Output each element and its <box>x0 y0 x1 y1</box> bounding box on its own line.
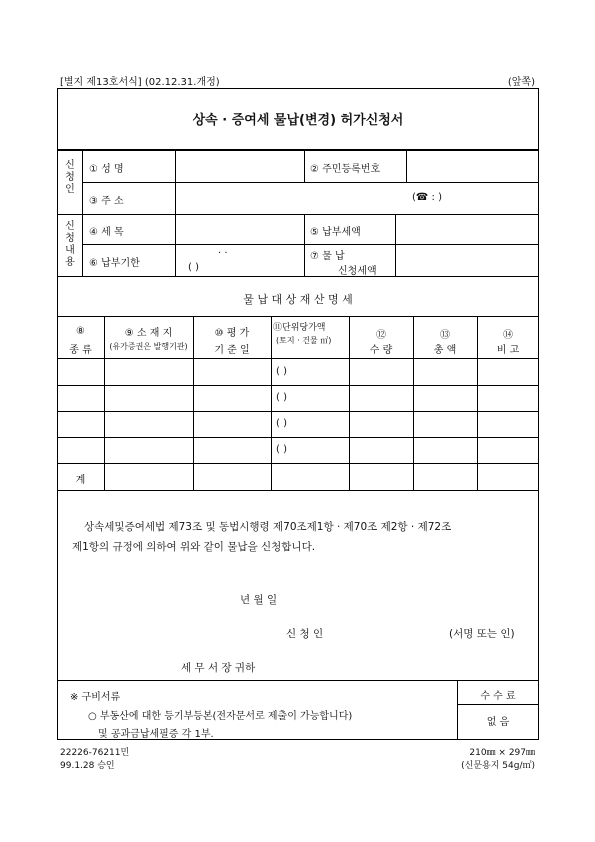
footer-approval: 99.1.28 승인 <box>60 761 115 771</box>
request-section-char: 신 <box>65 221 75 232</box>
tax-item-label: ④ 세 목 <box>89 227 124 238</box>
footer-code: 22226-76211민 <box>60 748 130 758</box>
footer-paper: (신문용지 54g/㎡) <box>461 761 535 771</box>
rrn-label: ② 주민등록번호 <box>310 164 381 175</box>
inkind-label-2: 신청세액 <box>338 266 377 277</box>
col-quantity-num: ⑫ <box>376 330 386 341</box>
col-unit-price-label: (토지 · 건물 ㎡) <box>276 336 332 345</box>
total-row-label: 계 <box>75 475 86 486</box>
fee-value: 없 음 <box>486 717 510 728</box>
due-date-dots: · · <box>218 248 228 259</box>
rrn-field[interactable] <box>407 151 538 181</box>
applicant-section-char: 신 <box>65 160 75 171</box>
applicant-section-char: 인 <box>65 184 75 195</box>
footer-size: 210㎜ × 297㎜ <box>469 748 535 758</box>
phone-label: (☎ : ) <box>412 192 442 203</box>
request-section-label <box>63 221 77 269</box>
col-location-num: ⑨ 소 재 지 <box>124 328 173 339</box>
sign-note: (서명 또는 인) <box>449 628 515 640</box>
col-unit-price-num: ⑪단위당가액 <box>273 323 326 333</box>
applicant-sign-label: 신 청 인 <box>286 628 324 640</box>
property-statement-title: 물 납 대 상 재 산 명 세 <box>243 293 353 306</box>
page-side-label: (앞쪽) <box>507 77 535 88</box>
applicant-section-char: 청 <box>65 172 75 183</box>
unit-price-paren: ( ) <box>276 366 287 377</box>
form-title: 상속 · 증여세 물납(변경) 허가신청서 <box>57 88 539 150</box>
col-total-num: ⑬ <box>440 330 450 341</box>
name-field[interactable] <box>176 151 303 181</box>
attachments-item-1: ○ 부동산에 대한 등기부등본(전자문서로 제출이 가능합니다) <box>88 711 353 722</box>
unit-price-paren: ( ) <box>276 444 287 455</box>
address-field[interactable] <box>176 183 538 213</box>
table-row[interactable] <box>58 386 538 410</box>
due-date-paren: ( ) <box>188 262 199 273</box>
fee-label: 수 수 료 <box>480 691 516 702</box>
col-valuation-num: ⑩ 평 가 <box>214 328 250 339</box>
table-row[interactable] <box>58 359 538 384</box>
signature-field[interactable] <box>340 620 440 642</box>
addressee: 세 무 서 장 귀하 <box>181 662 256 674</box>
col-kind-num: ⑧ <box>76 326 85 337</box>
request-section-char: 청 <box>65 233 75 244</box>
table-row[interactable] <box>58 438 538 462</box>
col-quantity-label: 수 량 <box>369 345 393 356</box>
request-section-char: 용 <box>65 257 75 268</box>
due-date-field[interactable] <box>176 245 303 275</box>
col-remarks-label: 비 고 <box>496 345 520 356</box>
due-date-label: ⑥ 납부기한 <box>89 258 140 269</box>
table-row[interactable] <box>58 412 538 436</box>
date-line: 년 월 일 <box>240 594 278 606</box>
attachments-item-2: 및 공과금납세필증 각 1부. <box>98 729 214 740</box>
request-section-char: 내 <box>65 245 75 256</box>
tax-amount-field[interactable] <box>396 215 538 243</box>
inkind-label-1: ⑦ 물 납 <box>310 251 345 262</box>
applicant-section-label <box>63 160 77 196</box>
form-number: [별지 제13호서식] (02.12.31.개정) <box>60 77 220 88</box>
attachments-heading: ※ 구비서류 <box>70 692 121 703</box>
statement-line-2: 제1항의 규정에 의하여 위와 같이 물납을 신청합니다. <box>72 541 316 553</box>
col-valuation-label: 기 준 일 <box>214 345 250 356</box>
col-total-label: 총 액 <box>433 345 457 356</box>
unit-price-paren: ( ) <box>276 392 287 403</box>
statement-line-1: 상속세및증여세법 제73조 및 동법시행령 제70조제1항 · 제70조 제2항 · 제72조 <box>84 521 452 533</box>
col-location-label: (유가증권은 발행기관) <box>109 342 188 351</box>
name-label: ① 성 명 <box>89 164 124 175</box>
col-remarks-num: ⑭ <box>503 330 513 341</box>
tax-amount-label: ⑤ 납부세액 <box>310 227 361 238</box>
tax-item-field[interactable] <box>176 215 303 243</box>
col-kind-label: 종 류 <box>69 345 92 356</box>
inkind-amount-field[interactable] <box>396 245 538 275</box>
unit-price-paren: ( ) <box>276 418 287 429</box>
address-label: ③ 주 소 <box>89 196 124 207</box>
